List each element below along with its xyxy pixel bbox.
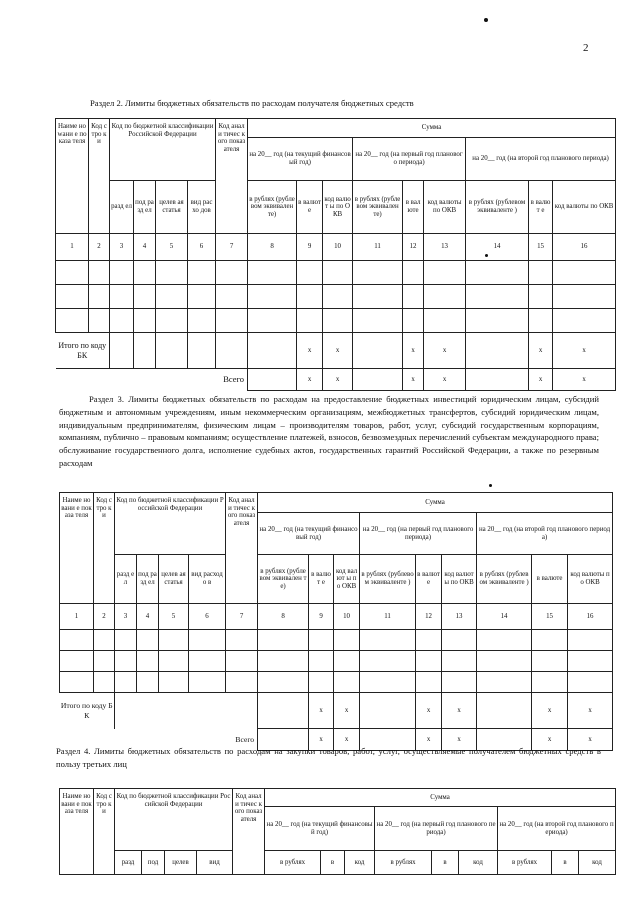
- mark: x: [309, 693, 334, 729]
- mark: x: [442, 693, 477, 729]
- empty-data-row: [56, 261, 616, 285]
- column-number: 12: [403, 234, 424, 261]
- column-number: 11: [360, 604, 416, 630]
- column-number: 13: [442, 604, 477, 630]
- col-header-vid: вид: [197, 851, 233, 875]
- scan-speck: [489, 484, 492, 487]
- column-number: 15: [529, 234, 553, 261]
- mark: x: [309, 729, 334, 751]
- section-3-heading: Раздел 3. Лимиты бюджетных обязательств по расходам на предоставление бюджетных инвестиций юридическим лицам, субсидий бюджетным и автономным учреждениям, иным некоммерческим организациям, межбюджетных трансфертов, субсидий юридическим лицам, индивидуальным предпринимателям, физическим лицам – производителям товаров, работ, услуг, субсидий государственным корпорациям, компаниям, публично – правовым компаниям; осуществление платежей, взносов, безвозмездных перечислений субъектам международного права; обслуживание государственного долга, исполнение судебных актов, государственных гарантий Российской Федерации, а также по резервным расходам: [59, 394, 599, 468]
- col-header-line-code: Код стро ки: [94, 493, 115, 604]
- col-header-okv-first: код валюты по ОКВ: [442, 555, 477, 604]
- column-number: 7: [216, 234, 248, 261]
- column-number: 8: [248, 234, 297, 261]
- col-header-year-current: на 20__ год (на текущий финансовый год): [248, 138, 353, 181]
- mark: x: [334, 693, 360, 729]
- column-number: 3: [115, 604, 137, 630]
- mark: x: [568, 693, 613, 729]
- col-header-okv-second: код валюты по ОКВ: [568, 555, 613, 604]
- mark: x: [403, 333, 424, 369]
- mark: x: [529, 333, 553, 369]
- col-header-val-current: в валют е: [297, 181, 323, 234]
- col-header-bk-code: Код по бюджетной классификации Российской Федерации: [115, 789, 233, 851]
- col-header-rub-first: в рублях (рублевом эквиваленте ): [360, 555, 416, 604]
- col-header-razdel: разд ел: [110, 181, 134, 234]
- total-label: Всего: [56, 369, 248, 391]
- column-number: 4: [134, 234, 156, 261]
- column-number: 5: [159, 604, 189, 630]
- col-header-rub-current: в рублях (рублевом эквивален те): [248, 181, 297, 234]
- col-header-name: Наиме новани е показа теля: [60, 789, 94, 875]
- mark: x: [297, 333, 323, 369]
- section-3-table: [59, 492, 613, 751]
- column-number-row: [60, 604, 613, 630]
- empty-data-row: [60, 672, 613, 693]
- column-number: 16: [568, 604, 613, 630]
- col-header-razdel: разд: [115, 851, 142, 875]
- col-header-podrazdel: под разд ел: [134, 181, 156, 234]
- column-number: 1: [60, 604, 94, 630]
- col-header-year-second: на 20__ год (на второй год планового периода): [477, 513, 613, 555]
- column-number-row: [56, 234, 616, 261]
- column-number: 15: [532, 604, 568, 630]
- col-header-celevaya: целев ая статья: [159, 555, 189, 604]
- column-number: 6: [189, 604, 226, 630]
- mark: x: [442, 729, 477, 751]
- column-number: 10: [323, 234, 353, 261]
- column-number: 1: [56, 234, 89, 261]
- column-number: 3: [110, 234, 134, 261]
- col-header-val-second: в валют е: [529, 181, 553, 234]
- column-number: 10: [334, 604, 360, 630]
- mark: x: [532, 729, 568, 751]
- mark: x: [529, 369, 553, 391]
- col-header-rub-first: в рублях (рублевом эквивален те): [353, 181, 403, 234]
- column-number: 4: [137, 604, 159, 630]
- col-header-year-first: на 20__ год (на первый год планового периода): [353, 138, 466, 181]
- mark: x: [424, 369, 466, 391]
- mark: x: [403, 369, 424, 391]
- col-header-analytic-code: Код анали тичес кого показ ателя: [216, 119, 248, 234]
- empty-data-row: [56, 309, 616, 333]
- mark: x: [297, 369, 323, 391]
- col-header-val-current: в: [321, 851, 345, 875]
- total-bk-label: Итого по коду БК: [56, 333, 110, 369]
- col-header-year-first: на 20__ год (на первый год планового периода): [360, 513, 477, 555]
- page-number: 2: [583, 42, 589, 54]
- col-header-year-second: на 20__ год (на второй год планового периода): [466, 138, 616, 181]
- col-header-sum: Сумма: [258, 493, 613, 513]
- column-number: 13: [424, 234, 466, 261]
- section-2-heading: Раздел 2. Лимиты бюджетных обязательств по расходам получателя бюджетных средств: [90, 98, 414, 108]
- section-4-table: [59, 788, 616, 875]
- col-header-val-first: в валют е: [416, 555, 442, 604]
- mark: x: [416, 693, 442, 729]
- col-header-rub-second: в рублях (рублевом эквиваленте ): [466, 181, 529, 234]
- col-header-vid: вид расходо в: [189, 555, 226, 604]
- column-number: 14: [466, 234, 529, 261]
- col-header-name: Наиме нowани е показа теля: [56, 119, 89, 234]
- empty-data-row: [60, 630, 613, 651]
- col-header-podrazdel: под: [142, 851, 165, 875]
- col-header-okv-current: код валют ы по ОКВ: [334, 555, 360, 604]
- col-header-val-second: в валюте: [532, 555, 568, 604]
- col-header-val-first: в вал юте: [403, 181, 424, 234]
- column-number: 16: [553, 234, 616, 261]
- col-header-okv-first: код валюты по ОКВ: [424, 181, 466, 234]
- column-number: 6: [188, 234, 216, 261]
- col-header-okv-first: код: [459, 851, 498, 875]
- total-row: [56, 369, 616, 391]
- col-header-rub-first: в рублях: [375, 851, 432, 875]
- column-number: 7: [226, 604, 258, 630]
- col-header-rub-current: в рублях (рублевом эквивален те): [258, 555, 309, 604]
- col-header-okv-current: код валют ы по ОКВ: [323, 181, 353, 234]
- col-header-bk-code: Код по бюджетной классификации Российской Федерации: [115, 493, 226, 555]
- mark: x: [532, 693, 568, 729]
- col-header-razdel: разд ел: [115, 555, 137, 604]
- mark: x: [424, 333, 466, 369]
- mark: x: [553, 369, 616, 391]
- total-bk-label: Итого по коду БК: [60, 693, 115, 729]
- empty-data-row: [60, 651, 613, 672]
- column-number: 9: [309, 604, 334, 630]
- total-bk-row: [60, 693, 613, 729]
- col-header-val-first: в: [432, 851, 459, 875]
- col-header-rub-second: в рублях (рублевом эквиваленте ): [477, 555, 532, 604]
- col-header-line-code: Код стро ки: [94, 789, 115, 875]
- col-header-val-current: в валют е: [309, 555, 334, 604]
- col-header-celevaya: целев: [165, 851, 197, 875]
- col-header-podrazdel: под разд ел: [137, 555, 159, 604]
- col-header-analytic-code: Код анали тичес кого показ ателя: [226, 493, 258, 604]
- column-number: 5: [156, 234, 188, 261]
- col-header-okv-current: код: [345, 851, 375, 875]
- column-number: 12: [416, 604, 442, 630]
- col-header-sum: Сумма: [265, 789, 616, 807]
- mark: x: [416, 729, 442, 751]
- col-header-val-second: в: [552, 851, 579, 875]
- column-number: 2: [89, 234, 110, 261]
- col-header-bk-code: Код по бюджетной классификации Российской Федерации: [110, 119, 216, 181]
- column-number: 8: [258, 604, 309, 630]
- section-2-table: [55, 118, 616, 391]
- col-header-analytic-code: Код анали тичес кого показ ателя: [233, 789, 265, 875]
- column-number: 11: [353, 234, 403, 261]
- col-header-rub-current: в рублях: [265, 851, 321, 875]
- col-header-line-code: Код стро ки: [89, 119, 110, 234]
- mark: x: [323, 369, 353, 391]
- mark: x: [553, 333, 616, 369]
- col-header-okv-second: код: [579, 851, 616, 875]
- col-header-celevaya: целев ая статья: [156, 181, 188, 234]
- col-header-name: Наиме новани е показа теля: [60, 493, 94, 604]
- mark: x: [334, 729, 360, 751]
- total-label: Всего: [60, 729, 258, 751]
- col-header-year-current: на 20__ год (на текущий финансовый год): [258, 513, 360, 555]
- col-header-year-second: на 20__ год (на второй год планового периода): [498, 807, 616, 851]
- total-bk-row: [56, 333, 616, 369]
- col-header-rub-second: в рублях: [498, 851, 552, 875]
- mark: x: [323, 333, 353, 369]
- col-header-sum: Сумма: [248, 119, 616, 138]
- column-number: 9: [297, 234, 323, 261]
- scan-speck: [484, 18, 488, 22]
- col-header-year-first: на 20__ год (на первый год планового периода): [375, 807, 498, 851]
- col-header-okv-second: код валюты по ОКВ: [553, 181, 616, 234]
- mark: x: [568, 729, 613, 751]
- column-number: 14: [477, 604, 532, 630]
- empty-data-row: [56, 285, 616, 309]
- section-4-heading: Раздел 4. Лимиты бюджетных обязательств по расходам на закупки товаров, работ, услуг, осуществляемые получателем бюджетных средств в пользу третьих лиц: [56, 746, 601, 769]
- col-header-year-current: на 20__ год (на текущий финансовый год): [265, 807, 375, 851]
- col-header-vid: вид расхо дов: [188, 181, 216, 234]
- column-number: 2: [94, 604, 115, 630]
